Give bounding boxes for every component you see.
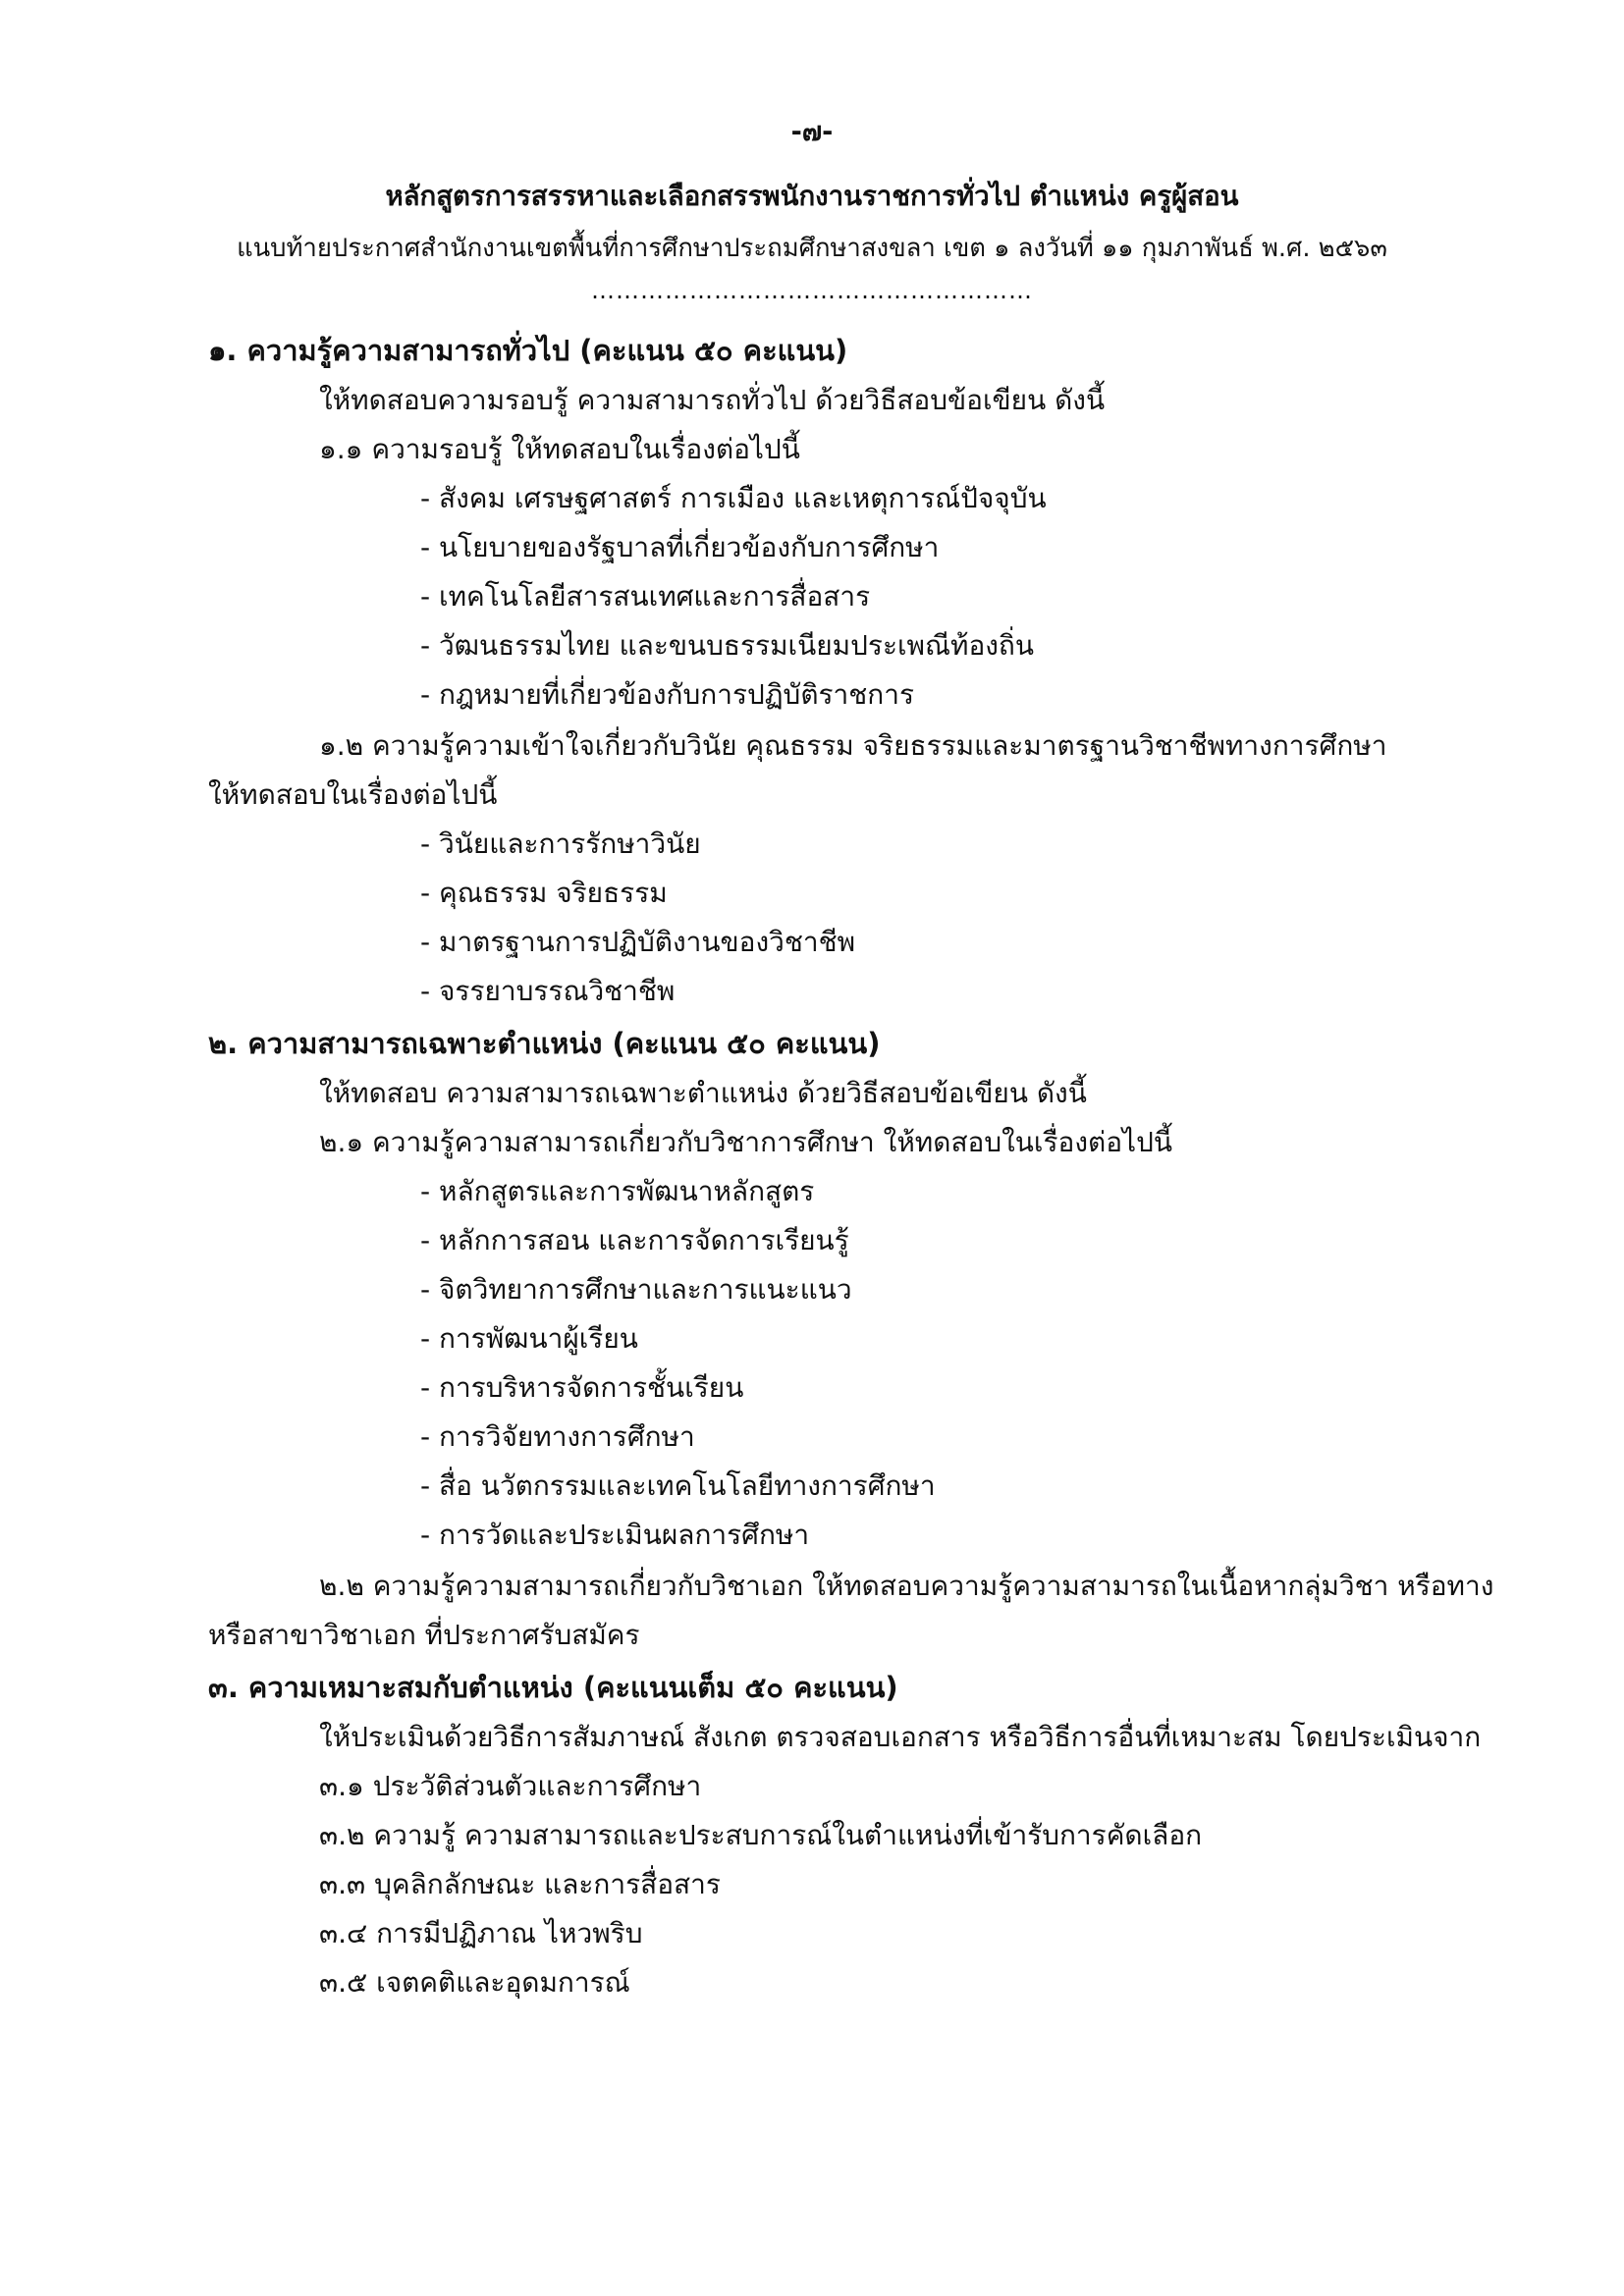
page-number: -๗-	[790, 117, 834, 147]
list-item: - วัฒนธรรมไทย และขนบธรรมเนียมประเพณีท้องถิ่น	[420, 629, 1035, 662]
list-item: - จรรยาบรรณวิชาชีพ	[420, 975, 676, 1007]
list-item: - นโยบายของรัฐบาลที่เกี่ยวข้องกับการศึกษา	[420, 531, 940, 563]
list-item: - กฎหมายที่เกี่ยวข้องกับการปฏิบัติราชการ	[420, 678, 914, 711]
list-item: - การบริหารจัดการชั้นเรียน	[420, 1371, 744, 1404]
section-1-heading: ๑. ความรู้ความสามารถทั่วไป (คะแนน ๕๐ คะแนน)	[208, 334, 848, 367]
list-item: - หลักสูตรและการพัฒนาหลักสูตร	[420, 1175, 815, 1207]
section-2-intro: ให้ทดสอบ ความสามารถเฉพาะตำแหน่ง ด้วยวิธีสอบข้อเขียน ดังนี้	[319, 1077, 1087, 1109]
section-2-heading: ๒. ความสามารถเฉพาะตำแหน่ง (คะแนน ๕๐ คะแนน)	[208, 1027, 881, 1060]
list-item: ๓.๒ ความรู้ ความสามารถและประสบการณ์ในตำแหน่งที่เข้ารับการคัดเลือก	[319, 1819, 1203, 1851]
list-item: - สื่อ นวัตกรรมและเทคโนโลยีทางการศึกษา	[420, 1469, 936, 1502]
list-item: - มาตรฐานการปฏิบัติงานของวิชาชีพ	[420, 926, 856, 958]
section-1-2-label: ๑.๒ ความรู้ความเข้าใจเกี่ยวกับวินัย คุณธรรม จริยธรรมและมาตรฐานวิชาชีพทางการศึกษา	[319, 729, 1387, 762]
list-item: - การพัฒนาผู้เรียน	[420, 1322, 638, 1355]
list-item: - การวัดและประเมินผลการศึกษา	[420, 1519, 810, 1551]
list-item: - วินัยและการรักษาวินัย	[420, 828, 701, 860]
list-item: - เทคโนโลยีสารสนเทศและการสื่อสาร	[420, 580, 871, 613]
document-title: หลักสูตรการสรรหาและเลือกสรรพนักงานราชการทั่วไป ตำแหน่ง ครูผู้สอน	[385, 180, 1239, 212]
section-1-1-label: ๑.๑ ความรอบรู้ ให้ทดสอบในเรื่องต่อไปนี้	[319, 433, 800, 465]
section-2-2-label: ๒.๒ ความรู้ความสามารถเกี่ยวกับวิชาเอก ให้ทดสอบความรู้ความสามารถในเนื้อหากลุ่มวิชา หรือทาง	[319, 1570, 1494, 1602]
list-item: - หลักการสอน และการจัดการเรียนรู้	[420, 1224, 849, 1256]
list-item: - สังคม เศรษฐศาสตร์ การเมือง และเหตุการณ์ปัจจุบัน	[420, 482, 1047, 514]
list-item: - คุณธรรม จริยธรรม	[420, 877, 668, 909]
section-1-intro: ให้ทดสอบความรอบรู้ ความสามารถทั่วไป ด้วยวิธีสอบข้อเขียน ดังนี้	[319, 384, 1106, 416]
section-2-2-label-cont: หรือสาขาวิชาเอก ที่ประกาศรับสมัคร	[208, 1619, 640, 1651]
list-item: ๓.๔ การมีปฏิภาณ ไหวพริบ	[319, 1917, 643, 1949]
section-2-1-label: ๒.๑ ความรู้ความสามารถเกี่ยวกับวิชาการศึกษา ให้ทดสอบในเรื่องต่อไปนี้	[319, 1126, 1173, 1158]
document-subtitle: แนบท้ายประกาศสำนักงานเขตพื้นที่การศึกษาประถมศึกษาสงขลา เขต ๑ ลงวันที่ ๑๑ กุมภาพันธ์ พ.ศ. ๒๕๖๓	[237, 234, 1387, 263]
list-item: - การวิจัยทางการศึกษา	[420, 1420, 695, 1453]
section-3-heading: ๓. ความเหมาะสมกับตำแหน่ง (คะแนนเต็ม ๕๐ คะแนน)	[208, 1671, 898, 1704]
list-item: ๓.๑ ประวัติส่วนตัวและการศึกษา	[319, 1770, 702, 1802]
section-3-intro: ให้ประเมินด้วยวิธีการสัมภาษณ์ สังเกต ตรวจสอบเอกสาร หรือวิธีการอื่นที่เหมาะสม โดยประเมินจาก	[319, 1721, 1482, 1753]
dotted-divider: ………………………………………………	[591, 277, 1033, 304]
section-1-2-label-cont: ให้ทดสอบในเรื่องต่อไปนี้	[208, 778, 498, 811]
list-item: - จิตวิทยาการศึกษาและการแนะแนว	[420, 1273, 852, 1306]
list-item: ๓.๓ บุคลิกลักษณะ และการสื่อสาร	[319, 1868, 721, 1900]
list-item: ๓.๕ เจตคติและอุดมการณ์	[319, 1966, 630, 1999]
